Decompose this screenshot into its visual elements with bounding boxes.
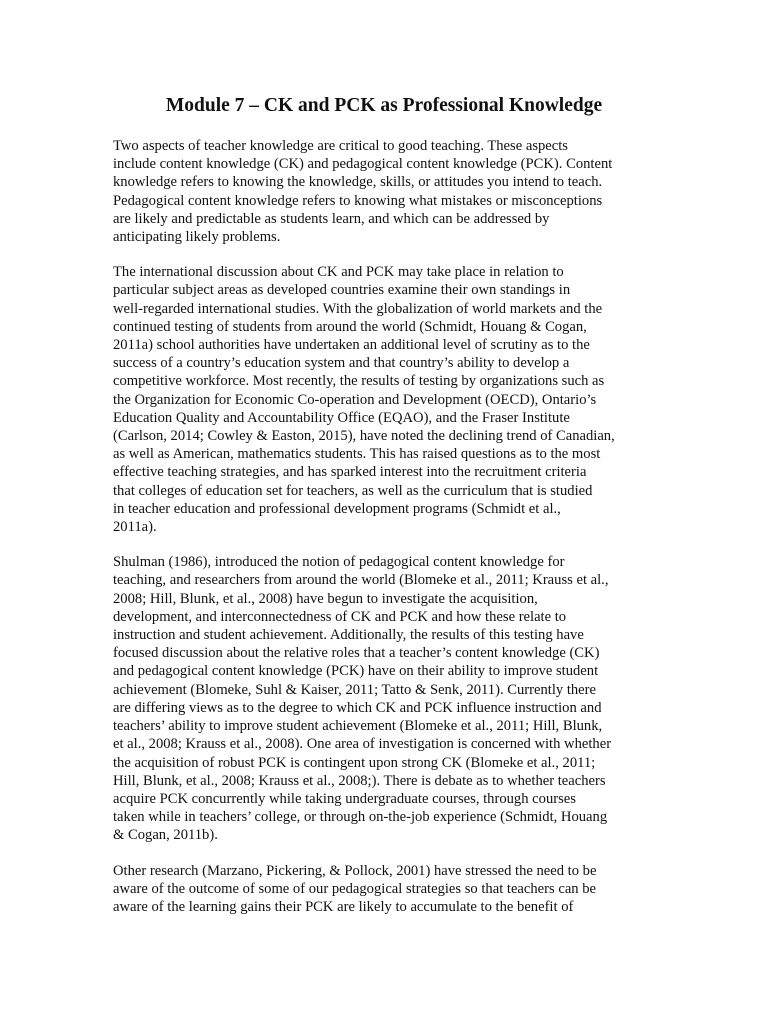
paragraph-line: anticipating likely problems. — [113, 229, 281, 246]
body-paragraph — [113, 553, 658, 844]
paragraph-line: aware of the learning gains their PCK are likely to accumulate to the benefit of — [113, 898, 574, 915]
paragraph-line: 2011a) school authorities have undertaken an additional level of scrutiny as to the — [113, 337, 590, 354]
paragraph-line: acquire PCK concurrently while taking undergraduate courses, through courses — [113, 790, 576, 807]
paragraph-line: Two aspects of teacher knowledge are critical to good teaching. These aspects — [113, 138, 568, 154]
paragraph-line: knowledge refers to knowing the knowledge, skills, or attitudes you intend to teach. — [113, 174, 603, 191]
paragraph-line: Pedagogical content knowledge refers to knowing what mistakes or misconceptions — [113, 192, 603, 209]
paragraph-line: 2008; Hill, Blunk, et al., 2008) have begun to investigate the acquisition, — [113, 590, 538, 607]
paragraph-line: the Organization for Economic Co-operation and Development (OECD), Ontario’s — [113, 391, 597, 408]
paragraph-line: & Cogan, 2011b). — [113, 827, 218, 844]
paragraph-line: competitive workforce. Most recently, the results of testing by organizations such as — [113, 373, 605, 390]
paragraph-line: Education Quality and Accountability Office (EQAO), and the Fraser Institute — [113, 409, 570, 426]
body-paragraph — [113, 263, 658, 536]
paragraph-line: success of a country’s education system and that country’s ability to develop a — [113, 355, 570, 372]
paragraph-line: Hill, Blunk, et al., 2008; Krauss et al., 2008;). There is debate as to whether teachers — [113, 772, 606, 789]
document-body — [113, 137, 658, 933]
paragraph-line: teachers’ ability to improve student achievement (Blomeke et al., 2011; Hill, Blunk, — [113, 718, 603, 735]
paragraph-line: continued testing of students from around the world (Schmidt, Houang & Cogan, — [113, 318, 587, 335]
paragraph-line: include content knowledge (CK) and pedagogical content knowledge (PCK). Content — [113, 156, 613, 173]
paragraph-line: focused discussion about the relative roles that a teacher’s content knowledge (CK) — [113, 645, 600, 662]
paragraph-line: (Carlson, 2014; Cowley & Easton, 2015), have noted the declining trend of Canadian, — [113, 428, 615, 445]
paragraph-line: particular subject areas as developed countries examine their own standings in — [113, 282, 571, 299]
paragraph-line: The international discussion about CK and PCK may take place in relation to — [113, 264, 564, 281]
page-title: Module 7 – CK and PCK as Professional Knowledge — [165, 95, 603, 116]
paragraph-line: et al., 2008; Krauss et al., 2008). One area of investigation is concerned with whether — [113, 736, 612, 753]
paragraph-line: are differing views as to the degree to which CK and PCK influence instruction and — [113, 699, 602, 716]
paragraph-line: that colleges of education set for teachers, as well as the curriculum that is studied — [113, 482, 593, 499]
paragraph-line: taken while in teachers’ college, or through on-the-job experience (Schmidt, Houang — [113, 809, 608, 826]
paragraph-line: achievement (Blomeke, Suhl & Kaiser, 2011; Tatto & Senk, 2011). Currently there — [113, 681, 596, 698]
paragraph-line: and pedagogical content knowledge (PCK) have on their ability to improve student — [113, 663, 599, 680]
paragraph-line: Shulman (1986), introduced the notion of pedagogical content knowledge for — [113, 554, 565, 571]
paragraph-line: development, and interconnectedness of CK and PCK and how these relate to — [113, 608, 567, 625]
body-paragraph — [113, 862, 658, 917]
paragraph-line: as well as American, mathematics students. This has raised questions as to the most — [113, 446, 601, 463]
paragraph-line: effective teaching strategies, and has sparked interest into the recruitment criteria — [113, 464, 587, 481]
paragraph-line: the acquisition of robust PCK is contingent upon strong CK (Blomeke et al., 2011; — [113, 754, 596, 771]
paragraph-line: 2011a). — [113, 519, 157, 536]
paragraph-line: in teacher education and professional development programs (Schmidt et al., — [113, 500, 561, 517]
body-paragraph — [113, 137, 658, 246]
paragraph-line: are likely and predictable as students learn, and which can be addressed by — [113, 210, 550, 227]
paragraph-line: aware of the outcome of some of our pedagogical strategies so that teachers can be — [113, 880, 597, 897]
paragraph-line: instruction and student achievement. Additionally, the results of this testing have — [113, 627, 584, 644]
paragraph-line: well-regarded international studies. With the globalization of world markets and the — [113, 300, 603, 317]
paragraph-line: Other research (Marzano, Pickering, & Pollock, 2001) have stressed the need to be — [113, 862, 597, 879]
paragraph-line: teaching, and researchers from around the world (Blomeke et al., 2011; Krauss et al., — [113, 572, 609, 589]
